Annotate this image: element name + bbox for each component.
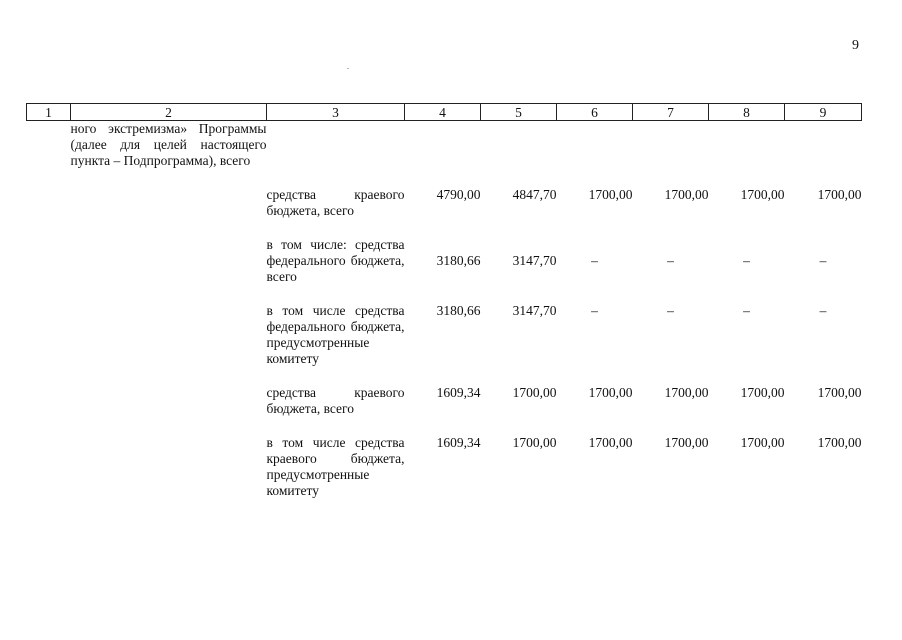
page-number: 9 — [852, 38, 859, 53]
row-label: в том числе средства федерального бюджета, предусмотренные комитету — [266, 303, 405, 366]
cell-value: 4847,70 — [512, 187, 557, 202]
cell-value: 1700,00 — [588, 187, 633, 202]
table-row — [27, 435, 862, 499]
cell-value: – — [667, 253, 674, 268]
cell-value: 1700,00 — [817, 187, 862, 202]
cell-value: – — [591, 253, 598, 268]
cell-value: 1700,00 — [512, 385, 557, 400]
column-header: 6 — [557, 104, 633, 121]
cell-value: – — [743, 303, 750, 318]
cell-value: 1609,34 — [436, 435, 481, 450]
cell-value: 4790,00 — [436, 187, 481, 202]
cell-value: 1700,00 — [740, 385, 785, 400]
table-row-intro — [27, 121, 862, 170]
budget-table — [26, 103, 862, 499]
cell-value: 3147,70 — [512, 303, 557, 318]
intro-description: ного экстремизма» Программы (далее для целей настоящего пункта – Подпрограмма), всего — [70, 121, 267, 168]
header-row — [27, 104, 862, 121]
column-header: 4 — [405, 104, 481, 121]
row-label: средства краевого бюджета, всего — [266, 385, 405, 416]
cell-value: 1700,00 — [664, 385, 709, 400]
column-header: 5 — [481, 104, 557, 121]
table-header — [27, 104, 862, 121]
row-label: в том числе: средства федерального бюджета, всего — [266, 237, 405, 284]
cell-value: 3147,70 — [512, 253, 557, 268]
column-header: 2 — [71, 104, 267, 121]
cell-value: – — [819, 303, 827, 318]
cell-value: 1700,00 — [588, 435, 633, 450]
cell-value: 1609,34 — [436, 385, 481, 400]
column-header: 1 — [27, 104, 71, 121]
cell-value: 1700,00 — [740, 187, 785, 202]
cell-value: 1700,00 — [817, 435, 862, 450]
cell-value: 1700,00 — [588, 385, 633, 400]
cell-value: 1700,00 — [664, 435, 709, 450]
table-body — [27, 121, 862, 500]
column-header: 3 — [267, 104, 405, 121]
column-header: 9 — [785, 104, 862, 121]
column-header: 8 — [709, 104, 785, 121]
table-row — [27, 237, 862, 285]
table-row — [27, 385, 862, 417]
cell-value: – — [591, 303, 598, 318]
cell-value: 1700,00 — [740, 435, 785, 450]
column-header: 7 — [633, 104, 709, 121]
cell-value: 3180,66 — [436, 253, 481, 268]
cell-value: – — [743, 253, 750, 268]
cell-value: 1700,00 — [664, 187, 709, 202]
cell-value: – — [667, 303, 674, 318]
cell-value: – — [819, 253, 827, 268]
table-row — [27, 187, 862, 219]
row-label: средства краевого бюджета, всего — [266, 187, 405, 218]
table-row — [27, 303, 862, 367]
cell-value: 1700,00 — [817, 385, 862, 400]
scan-speck — [347, 68, 349, 69]
cell-value: 3180,66 — [436, 303, 481, 318]
cell-value: 1700,00 — [512, 435, 557, 450]
row-label: в том числе средства краевого бюджета, предусмотренные комитету — [266, 435, 405, 498]
